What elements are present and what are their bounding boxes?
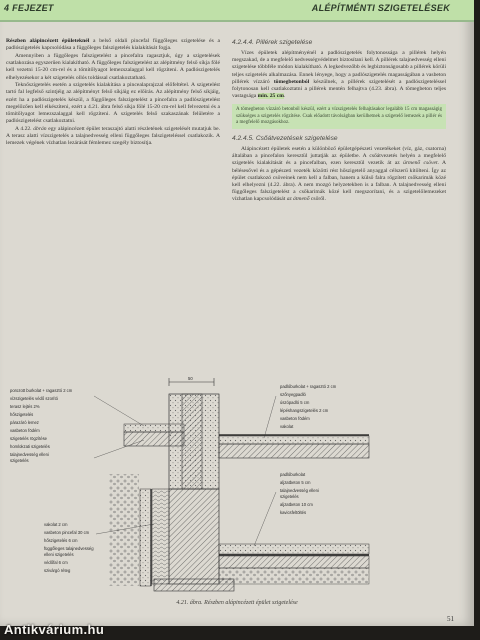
basement-floor-screed <box>219 544 369 554</box>
paragraph: Alápincézett épületek esetén a különböző épületgépészeti vezetékeket (víz, gáz, csatorna) általában a pincefalon keresztül juttatják az épületbe. A csőátvezetés helyén a megfelelő szigetelés kialakítását és a pincefalban, ezen keresztül vezetik át az ürmenő csövet. A bélésesővel és a gépészeti vezeték közötti rést hőszigetelő anyaggal célszerű kitölteni. Így az épület csatlakozó csöveinek nem kell a falban, hanem a külső falra rögzített csőkarimák közé kell elhelyezni (4.22. ábra). A nem mozgó helyzetekben is a falban. A talajnedvesség elleni függőleges falszigetelést a csőkarimák közé kell megszorítani, és a szigetelőlemezeket vízhatlan kapcsolódását az átmenő csőről. <box>232 146 447 203</box>
label: szőnyegpadló <box>280 392 306 397</box>
label: szigetelés <box>10 458 29 463</box>
paragraph: A 4.22. ábrán egy alápincézett épület teraszajtó alatti részletének szigetelését mutatjuk be. A terasz alatti vízszigetelés a talajnedvesség elleni függőleges falszigeteléssel csatlakozik. A lemezek végének vízhatlan lezárását fémlemez szegély biztosítja. <box>6 125 220 147</box>
label: vízszigetelés védő szorító <box>10 396 58 401</box>
paragraph: Vízes épületek alépítményénél a padlószigetelés folytonossága a pillérek helyén megszakad, de a megfelelő nedvességvédelmet biztosítani kell. A pillérek talajnedvesség elleni szigetelése többféle módon kialakítható. A legkedvezőbb és legbiztonságosabb a pillérek körüli teljes szigetelés alkalmazása. Ennek lényege, hogy a padlószigetelés magasságában a vasbeton pillérek vízzáró tömegbetonból készülnek, a pillérek szigetelését a padlószigeteléssel folytonosan kell csatlakoztatni a pillérek mentén felhajtva (4.23. ábra). A tömegbeton teljes vastagsága min. 25 cm. <box>232 50 447 100</box>
construction-section-drawing <box>4 374 468 594</box>
label: padlóburkolat <box>280 472 306 477</box>
label: vakolat <box>280 424 294 429</box>
label: hőszigetelés 6 cm <box>44 538 78 543</box>
page-number: 51 <box>447 615 454 623</box>
paragraph: Teknőszigetelés esetén a szigetelés kialakítása a pincealaprajzzal előfeltétel. A szigetelést tartó fal legfelső szintjéig az alépítményt felső síkjáig ez előírás. Az alépítmény felső síkjáig, ezért ha a padlószigetelés készül, a függőleges falszigetelést a pincefalra a padlószigetelést megelőzően kell elkészíteni, ezért a 4.21. ábra felső síkja fölé 15-20 cm-rel kell felvezetni és a tömítőlyagot lemezszalaggal kell rögzíteni. A szigetelés felső szakaszának felületére a padlószigetelést csatlakoztatni. <box>6 82 220 125</box>
highlighted-note: A tömegbeton vízzáró betonból készül, ezért a vízszigetelés felhajtásakor legalább 15 cm magasságig szükséges a szigetelés rögzítése. Csak előadott távolságban kerülhetnek a szigetelő lemezek a pillér és a megfelelő mozgásokhoz. <box>232 104 446 129</box>
subsection-heading: 4.2.4.4. Pillérek szigetelése <box>232 39 313 46</box>
label: talajnedvesség elleni <box>280 488 319 493</box>
label: vasbeton pincefal 30 cm <box>44 530 90 535</box>
label: vasbeton födém <box>10 428 40 433</box>
footing <box>154 579 234 591</box>
label: elleni szigetelés <box>44 552 74 557</box>
label: úszópadló 5 cm <box>280 400 310 405</box>
right-callouts <box>254 384 337 546</box>
paragraph: Amennyiben a függőleges falszigetelést a pincefalra ragasztjuk, úgy a szigetelések csatlakozása egyszerűen kialakítható. A függőleges falszigetelést az alépítmény felső síkja fölé kell vezetni 15-20 cm-rel és a tömítőlyagot lemezszalaggal kell rögzíteni. A padlószigetelés elhelyezésekor a két szigetelés ollós toldással csatlakoztatható. <box>6 52 220 81</box>
bold-phrase: Részben alápincézett épületeknél <box>6 38 90 44</box>
running-header <box>0 0 474 22</box>
watermark-logo: Antikvárium.hu <box>4 622 105 637</box>
subsection-heading: 4.2.4.5. Csőátvezetések szigetelése <box>232 135 338 143</box>
soil-fill <box>109 474 139 586</box>
label: terasz lejtés 2% <box>10 404 40 409</box>
label: függőleges talajnedvesség <box>44 546 94 551</box>
dimension-line <box>169 376 214 386</box>
label: védőfal 6 cm <box>44 560 68 565</box>
wall-insulation <box>152 489 169 584</box>
basement-wall <box>169 489 219 584</box>
floor-slab <box>219 444 369 458</box>
paragraph: Részben alápincézett épületeknél a belső oldali pincefal függőleges szigetelése és a padlószigetelés kapcsolódása a függőleges falszigetelés kialakítását fogja. <box>6 38 220 52</box>
gravel-bed <box>219 568 369 584</box>
floating-floor <box>219 436 369 444</box>
label: porozott burkolat + ragasztó 2 cm <box>10 388 73 393</box>
dimension-label: 50 <box>188 376 193 381</box>
label: vakolat 2 cm <box>44 522 68 527</box>
label: szigetelés rögzítése <box>10 436 48 441</box>
label: talajnedvesség elleni <box>10 452 49 457</box>
label: hőszigetelés <box>10 412 34 417</box>
protective-wall <box>140 489 151 586</box>
figure-caption: 4.21. ábra. Részben alápincézett épület szigetelése <box>176 600 298 606</box>
label: szigetelés <box>280 494 299 499</box>
label: kavicsfeltöltés <box>280 510 307 515</box>
section-title: ALÉPÍTMÉNTI SZIGETELÉSEK <box>311 3 450 13</box>
subfloor-concrete <box>219 556 369 568</box>
label: vasbeton födém <box>280 416 310 421</box>
label: párazáró lemez <box>10 420 39 425</box>
label: aljzatbeton 5 cm <box>280 480 311 485</box>
label: szivárgó réteg <box>44 568 71 573</box>
right-column <box>232 38 446 204</box>
label: padlóburkolat + ragasztó 2 cm <box>280 384 337 389</box>
label: homlokzati szigetelés <box>10 444 50 449</box>
left-column <box>6 38 220 148</box>
label: aljzatbeton 10 cm <box>280 502 313 507</box>
chapter-label: 4 FEJEZET <box>4 3 54 13</box>
label: lépéshangszigetelés 2 cm <box>280 408 329 413</box>
door-frame <box>182 394 202 489</box>
